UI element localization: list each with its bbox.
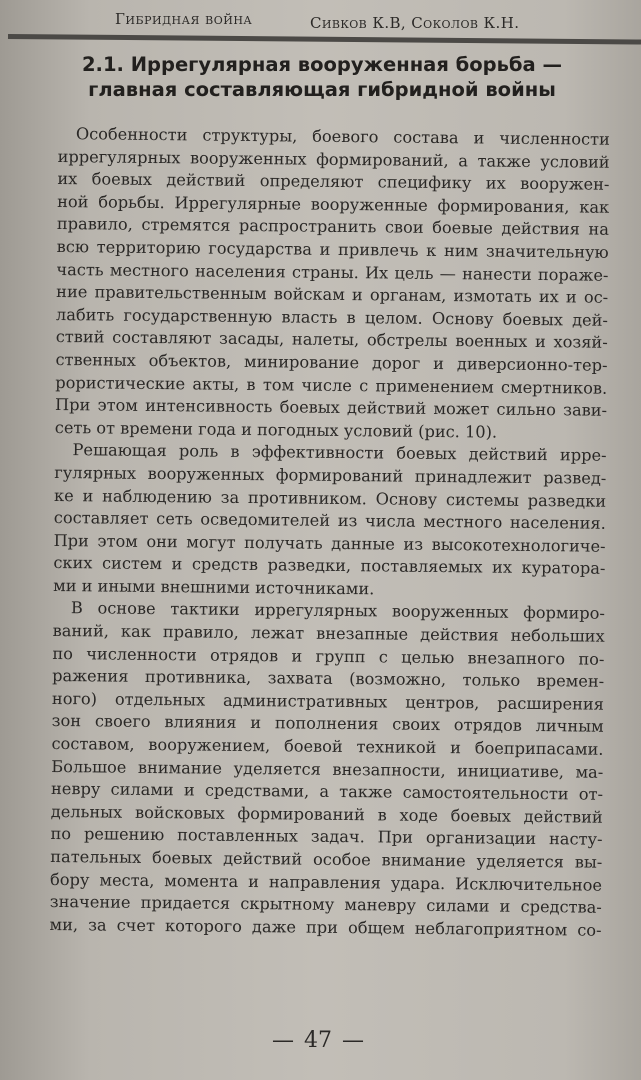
paragraph-3-line: бору места, момента и направления удара. Исключительное (49, 869, 603, 895)
section-heading-line-2: главная составляющая гибридной войны (88, 78, 556, 101)
section-heading (62, 52, 582, 102)
paragraph-3-line: ми, за счет которого даже при общем неблагоприятном со- (49, 914, 602, 940)
paragraph-3-line: В основе тактики иррегулярных вооруженных формиро- (70, 598, 605, 624)
paragraph-3-line: зон своего влияния и пополнения своих отрядов личным (51, 711, 604, 737)
paragraph-1-line: правило, стремятся распространить свои боевые действия на (56, 214, 610, 240)
paragraph-1-line: ствий составляют засады, налеты, обстрелы военных и хозяй- (55, 327, 608, 353)
paragraph-2-line: ских систем и средств разведки, поставляемых их куратора- (53, 553, 606, 579)
running-head-authors: Сивков К.В, Соколов К.Н. (310, 14, 520, 32)
page-number (262, 1028, 374, 1053)
running-head-title: Гибридная война (115, 10, 253, 28)
paragraph-3-line: невру силами и средствами, а также самостоятельности от- (50, 779, 604, 804)
paragraph-1-line: ной борьбы. Иррегулярные вооруженные формирования, как (57, 191, 610, 217)
paragraph-1-line: ние правительственным войскам и органам, измотать их и ос- (56, 282, 609, 307)
paragraph-1-line: Особенности структуры, боевого состава и численности (75, 124, 610, 149)
paragraph-3-line: значение придается скрытному маневру силами и средства- (49, 892, 602, 917)
paragraph-3-line: пательных боевых действий особое внимание уделяется вы- (50, 846, 603, 872)
page-number-value: 47 (304, 1028, 332, 1053)
paragraph-1-line: При этом интенсивность боевых действий может сильно зави- (54, 395, 608, 420)
page-number-dash-right: — (342, 1028, 364, 1053)
paragraph-1-line: часть местного населения страны. Их цель — нанести пораже- (56, 259, 609, 285)
paragraph-3-line: Большое внимание уделяется внезапности, инициативе, ма- (51, 756, 604, 782)
paragraph-1-line: рористические акты, в том числе с применением смертников. (55, 372, 608, 398)
paragraph-1-line: сеть от времени года и погодных условий (рис. 10). (54, 417, 498, 442)
paragraph-2-line: ке и наблюдению за противником. Основу системы разведки (54, 485, 607, 511)
paragraph-2-line: ми и иными внешними источниками. (53, 575, 375, 599)
paragraph-3-line: по численности отрядов и групп с целью внезапного по- (52, 643, 605, 669)
paragraph-1-line: ственных объектов, минирование дорог и диверсионно-тер- (55, 349, 608, 375)
paragraph-3-line: ваний, как правило, лежат внезапные действия небольших (52, 621, 605, 646)
section-heading-line-1: 2.1. Иррегулярная вооруженная борьба — (81, 53, 563, 76)
paragraph-2-line: При этом они могут получать данные из высокотехнологиче- (53, 530, 606, 556)
body-text (49, 123, 609, 942)
paragraph-3-line: составом, вооружением, боевой техникой и боеприпасами. (51, 733, 604, 759)
paragraph-2-line: гулярных вооруженных формирований принадлежит развед- (54, 462, 607, 488)
page-number-dash-left: — (272, 1028, 294, 1053)
paragraph-3-line: ражения противника, захвата (возможно, только времен- (52, 666, 605, 691)
paragraph-3-line: дельных войсковых формирований в ходе боевых действий (50, 801, 603, 827)
paragraph-1-line: иррегулярных вооруженных формирований, а также условий (57, 146, 610, 172)
paragraph-3-line: ного) отдельных административных центров, расширения (51, 688, 605, 714)
paragraph-1-line: всю территорию государства и привлечь к ним значительную (56, 236, 609, 262)
paragraph-1-line: их боевых действий определяют специфику их вооружен- (57, 169, 610, 194)
paragraph-1-line: лабить государственную власть в целом. Основу боевых дей- (55, 304, 609, 330)
paragraph-2-line: Решающая роль в эффективности боевых действий ирре- (72, 440, 607, 466)
paragraph-2-line: составляет сеть осведомителей из числа местного населения. (53, 508, 606, 533)
paragraph-3-line: по решению поставленных задач. При организации насту- (50, 824, 603, 850)
